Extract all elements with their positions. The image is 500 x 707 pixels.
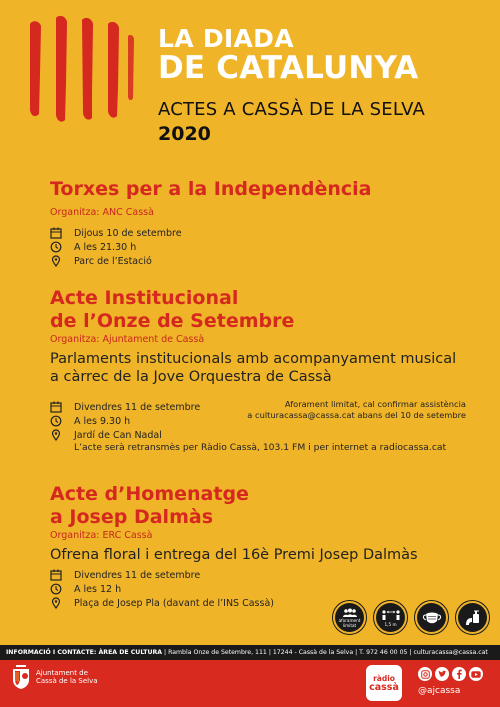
event-3-organizer: Organitza: ERC Cassà: [50, 530, 153, 541]
instagram-icon[interactable]: [418, 667, 432, 681]
event-2-capacity-note: [247, 399, 466, 421]
safety-badges: [332, 600, 490, 635]
clock-icon: [50, 241, 62, 253]
hand-sanitizer-icon: [463, 608, 483, 628]
event-3-title-line: a Josep Dalmàs: [50, 506, 214, 528]
header-year: 2020: [158, 123, 211, 145]
location-pin-icon: [50, 429, 62, 441]
event-2-place: Jardí de Can Nadal: [74, 429, 162, 441]
event-1-time: A les 21.30 h: [74, 241, 137, 253]
header-title-line2: DE CATALUNYA: [158, 50, 419, 86]
event-2-date: Divendres 11 de setembre: [74, 401, 201, 413]
calendar-icon: [50, 227, 62, 239]
twitter-icon[interactable]: [435, 667, 449, 681]
event-2-time: A les 9.30 h: [74, 415, 131, 427]
event-2-place-row: [50, 428, 162, 442]
badge-label: [339, 618, 361, 628]
event-2-date-row: [50, 400, 200, 414]
radio-logo-line: cassà: [369, 681, 399, 693]
contact-info-bar: [0, 645, 500, 660]
radio-logo-line: ràdio: [373, 673, 395, 683]
badge-label-line: aforament: [338, 617, 361, 623]
badge-label-line: limitat: [342, 622, 357, 628]
radio-cassa-logo[interactable]: [366, 665, 402, 701]
event-1-place: Parc de l’Estació: [74, 255, 152, 267]
event-3-title: [50, 483, 249, 529]
clock-icon: [50, 583, 62, 595]
coat-of-arms-icon: [12, 664, 30, 690]
event-3-place-row: [50, 596, 274, 610]
event-2-time-row: [50, 414, 130, 428]
mask-badge: [414, 600, 449, 635]
capacity-limit-badge: [332, 600, 367, 635]
ajuntament-name-line: Ajuntament de: [36, 668, 88, 677]
social-handle: @ajcassa: [418, 686, 461, 696]
event-2-organizer: Organitza: Ajuntament de Cassà: [50, 334, 205, 345]
social-links: [418, 667, 483, 681]
distance-badge: [373, 600, 408, 635]
event-2-note-line: Aforament limitat, cal confirmar assistència: [284, 399, 466, 409]
event-3-time: A les 12 h: [74, 583, 122, 595]
event-1-organizer: Organitza: ANC Cassà: [50, 207, 154, 218]
event-1-title: [50, 178, 372, 201]
location-pin-icon: [50, 255, 62, 267]
clock-icon: [50, 415, 62, 427]
header-title-line1: LA DIADA: [158, 24, 294, 53]
event-3-description: [50, 546, 418, 564]
event-2-note-line: a culturacassa@cassa.cat abans del 10 de setembre: [247, 410, 466, 420]
calendar-icon: [50, 401, 62, 413]
event-1-place-row: [50, 254, 152, 268]
event-1-title-line: Torxes per a la Independència: [50, 178, 372, 200]
youtube-icon[interactable]: [469, 667, 483, 681]
location-pin-icon: [50, 597, 62, 609]
event-1-date-row: [50, 226, 182, 240]
event-3-date: Divendres 11 de setembre: [74, 569, 201, 581]
event-3-time-row: [50, 582, 121, 596]
mask-icon: [421, 611, 443, 625]
ajuntament-name-line: Cassà de la Selva: [36, 677, 98, 685]
contact-info-label: INFORMACIÓ I CONTACTE: ÀREA DE CULTURA: [6, 649, 163, 656]
event-1-date: Dijous 10 de setembre: [74, 227, 182, 239]
event-2-title: [50, 287, 294, 333]
event-1-time-row: [50, 240, 136, 254]
senyera-flag-graphic: [22, 14, 140, 124]
event-2-description: [50, 350, 456, 386]
ajuntament-name: [36, 669, 98, 686]
footer: [0, 660, 500, 707]
distance-icon: [381, 608, 401, 622]
event-2-description-line: a càrrec de la Jove Orquestra de Cassà: [50, 369, 332, 385]
event-3-description-line: Ofrena floral i entrega del 16è Premi Josep Dalmàs: [50, 547, 418, 563]
event-2-title-line: de l’Onze de Setembre: [50, 310, 295, 332]
event-2-description-line: Parlaments institucionals amb acompanyament musical: [50, 351, 457, 367]
event-2-broadcast: L’acte serà retransmès per Ràdio Cassà, 103.1 FM i per internet a radiocassa.cat: [74, 442, 447, 453]
contact-info-details: | Rambla Onze de Setembre, 111 | 17244 - Cassà de la Selva | T. 972 46 00 05 | culturacassa@cassa.cat: [162, 649, 488, 656]
badge-label: 1,5 m: [384, 622, 397, 627]
event-2-title-line: Acte Institucional: [50, 287, 239, 309]
calendar-icon: [50, 569, 62, 581]
header: [158, 26, 488, 145]
hand-sanitizer-badge: [455, 600, 490, 635]
facebook-icon[interactable]: [452, 667, 466, 681]
ajuntament-logo[interactable]: [12, 664, 98, 690]
event-3-place: Plaça de Josep Pla (davant de l’INS Cassà): [74, 597, 274, 609]
event-3-date-row: [50, 568, 200, 582]
header-subtitle: ACTES A CASSÀ DE LA SELVA: [158, 99, 425, 120]
capacity-limit-icon: [341, 608, 359, 618]
event-3-title-line: Acte d’Homenatge: [50, 483, 249, 505]
